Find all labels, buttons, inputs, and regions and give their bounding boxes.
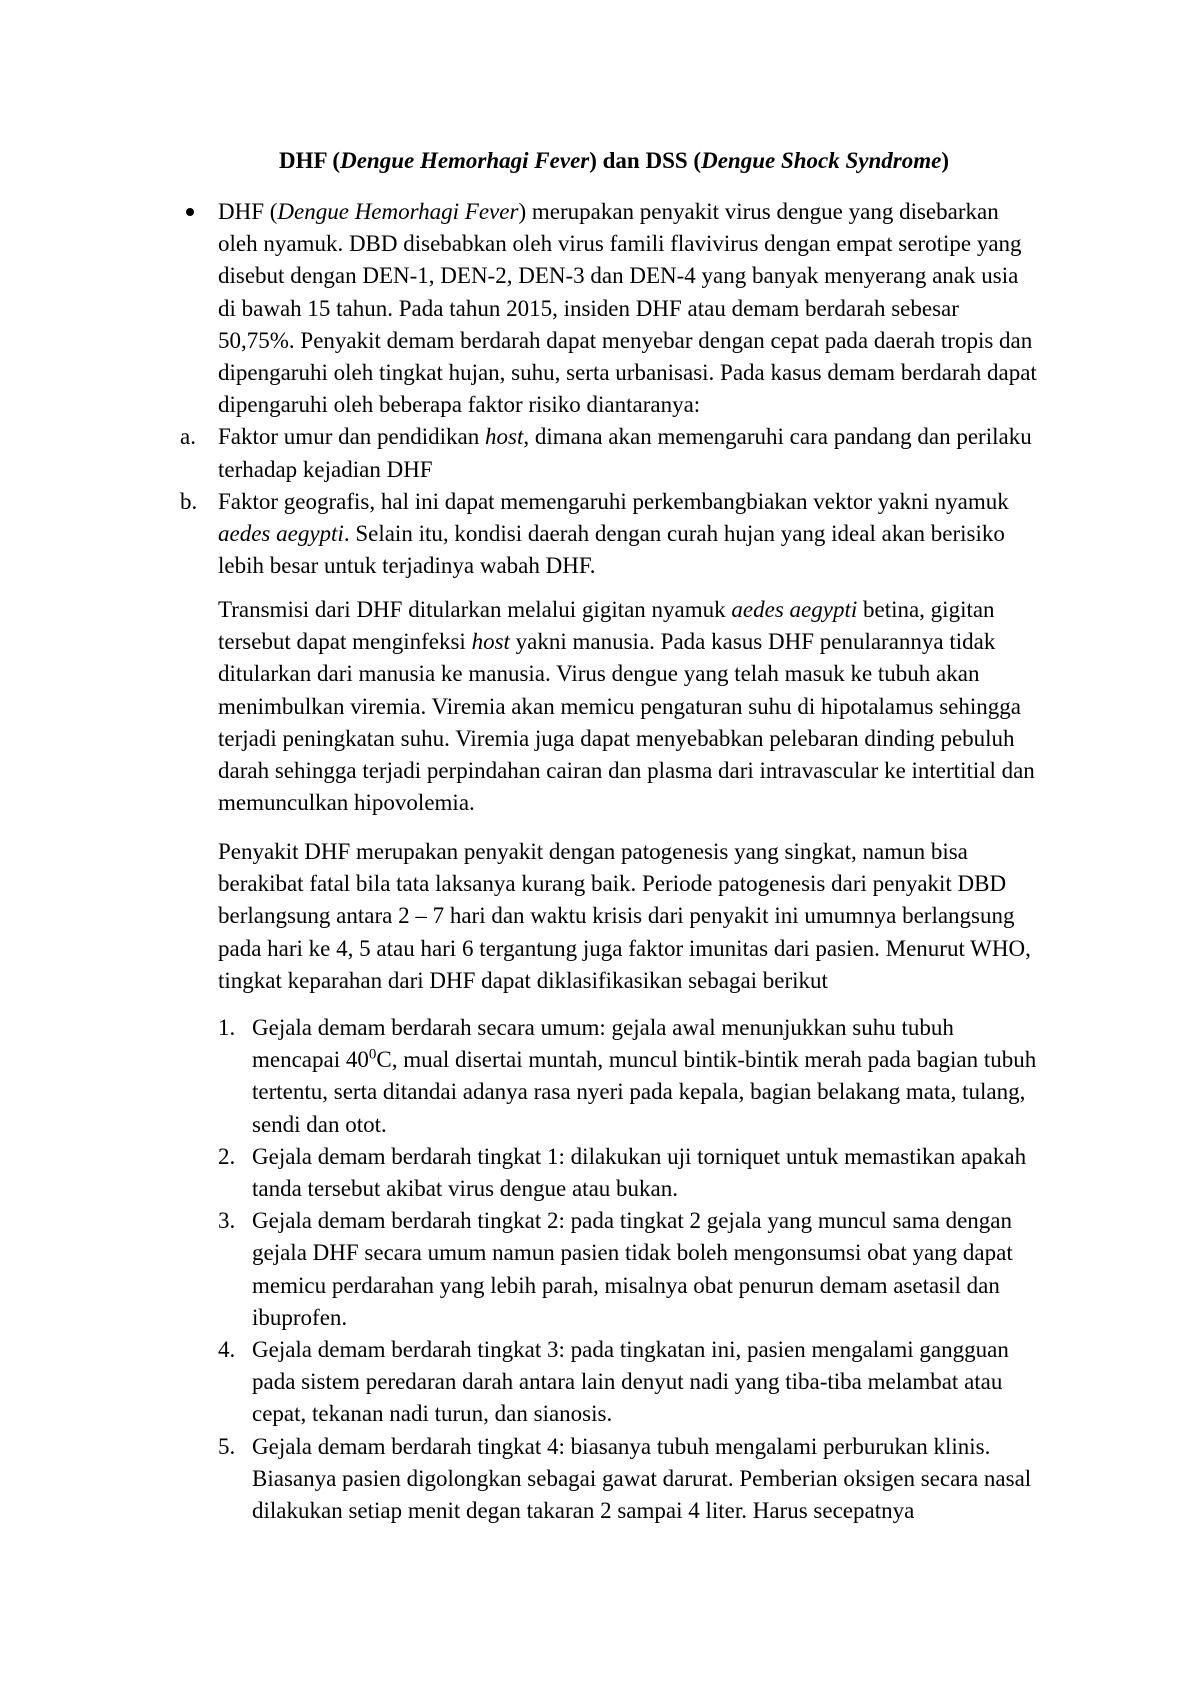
bullet-text: DHF (Dengue Hemorhagi Fever) merupakan penyakit virus dengue yang disebarkan oleh nyamuk. DBD disebabkan oleh virus famili flavivirus dengan empat serotipe yang disebut dengan DEN-1, DEN-2, DEN-3 dan DEN-4 yang banyak menyerang anak usia di bawah 15 tahun. Pada tahun 2015, insiden DHF atau demam berdarah sebesar 50,75%. Penyakit demam berdarah dapat menyebar dengan cepat pada daerah tropis dan dipengaruhi oleh tingkat hujan, suhu, serta urbanisasi. Pada kasus demam berdarah dapat dipengaruhi oleh beberapa faktor risiko diantaranya: xyxy=(218,199,1037,418)
list-marker: b. xyxy=(180,488,198,514)
list-marker: 5. xyxy=(218,1433,236,1459)
severity-item: 1. Gejala demam berdarah secara umum: gejala awal menunjukkan suhu tubuh mencapai $40^0C$, mual disertai muntah, muncul bintik-bintik merah pada bagian tubuh tertentu, serta ditandai adanya rasa nyeri pada kepala, bagian belakang mata, tulang, sendi dan otot. xyxy=(218,1012,1044,1141)
paragraph-pathogenesis: Penyakit DHF merupakan penyakit dengan patogenesis yang singkat, namun bisa berakibat fatal bila tata laksanya kurang baik. Periode patogenesis dari penyakit DBD berlangsung antara 2 – 7 hari dan waktu krisis dari penyakit ini umumnya berlangsung pada hari ke 4, 5 atau hari 6 tergantung juga faktor imunitas dari pasien. Menurut WHO, tingkat keparahan dari DHF dapat diklasifikasikan sebagai berikut xyxy=(218,839,1031,993)
risk-factor-list xyxy=(180,421,1040,582)
bullet-item xyxy=(180,196,1040,421)
severity-item: 2. Gejala demam berdarah tingkat 1: dilakukan uji torniquet untuk memastikan apakah tanda tersebut akibat virus dengue atau bukan. xyxy=(218,1141,1044,1205)
paragraph-transmission: Transmisi dari DHF ditularkan melalui gigitan nyamuk aedes aegypti betina, gigitan tersebut dapat menginfeksi host yakni manusia. Pada kasus DHF penularannya tidak ditularkan dari manusia ke manusia. Virus dengue yang telah masuk ke tubuh akan menimbulkan viremia. Viremia akan memicu pengaturan suhu di hipotalamus sehingga terjadi peningkatan suhu. Viremia juga dapat menyebabkan pelebaran dinding pebuluh darah sehingga terjadi perpindahan cairan dan plasma dari intravascular ke intertitial dan memunculkan hipovolemia. xyxy=(218,597,1035,816)
severity-list xyxy=(218,1012,1044,1527)
bullet-dot-icon xyxy=(186,208,194,216)
list-marker: 4. xyxy=(218,1337,236,1363)
risk-factor-item: b. Faktor geografis, hal ini dapat memengaruhi perkembangbiakan vektor yakni nyamuk aedes aegypti. Selain itu, kondisi daerah dengan curah hujan yang ideal akan berisiko lebih besar untuk terjadinya wabah DHF. xyxy=(180,486,1040,583)
severity-item: 5. Gejala demam berdarah tingkat 4: biasanya tubuh mengalami perburukan klinis. Biasanya pasien digolongkan sebagai gawat darurat. Pemberian oksigen secara nasal dilakukan setiap menit degan takaran 2 sampai 4 liter. Harus secepatnya xyxy=(218,1431,1044,1528)
list-marker: 1. xyxy=(218,1015,236,1040)
risk-factor-item: a. Faktor umur dan pendidikan host, dimana akan memengaruhi cara pandang dan perilaku terhadap kejadian DHF xyxy=(180,421,1040,485)
bullet-section xyxy=(180,196,1040,582)
document-title: DHF (Dengue Hemorhagi Fever) dan DSS (Dengue Shock Syndrome) xyxy=(278,148,950,173)
severity-item: 3. Gejala demam berdarah tingkat 2: pada tingkat 2 gejala yang muncul sama dengan gejala DHF secara umum namun pasien tidak boleh mengonsumsi obat yang dapat memicu perdarahan yang lebih parah, misalnya obat penurun demam asetasil dan ibuprofen. xyxy=(218,1205,1044,1334)
list-marker: 3. xyxy=(218,1208,236,1234)
list-marker: a. xyxy=(180,424,196,450)
severity-item: 4. Gejala demam berdarah tingkat 3: pada tingkatan ini, pasien mengalami gangguan pada sistem peredaran darah antara lain denyut nadi yang tiba-tiba melambat atau cepat, tekanan nadi turun, dan sianosis. xyxy=(218,1334,1044,1431)
list-marker: 2. xyxy=(218,1143,236,1169)
